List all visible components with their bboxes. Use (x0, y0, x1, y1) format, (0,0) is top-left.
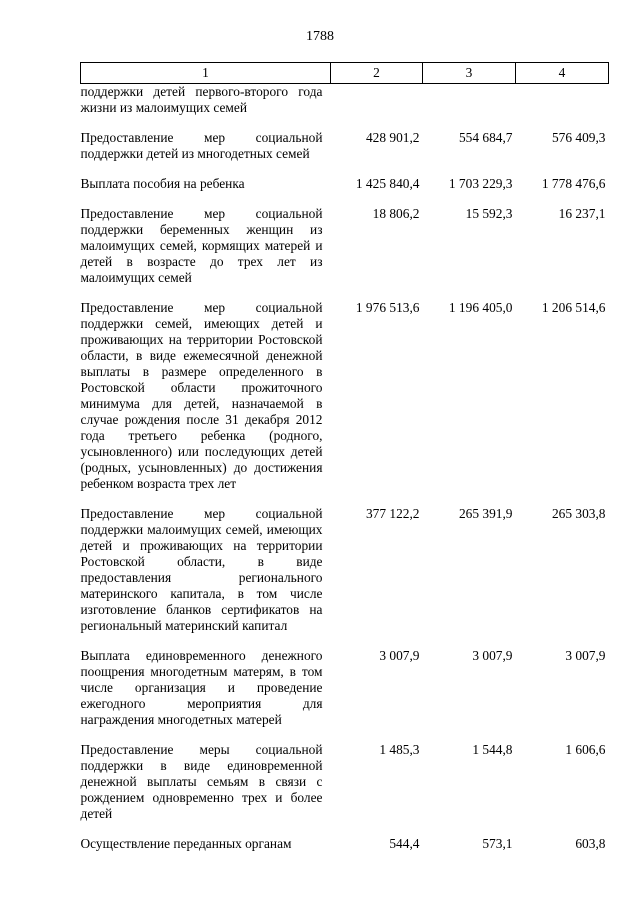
row-value-3: 15 592,3 (465, 206, 513, 221)
row-description: поддержки детей первого-второго года жизни из малоимущих семей (80, 84, 323, 115)
column-header-3: 3 (423, 63, 516, 84)
row-description: Выплата пособия на ребенка (80, 176, 245, 191)
row-description: Предоставление мер социальной поддержки малоимущих семей, имеющих детей и проживающих на территории Ростовской области, в виде предоставления регионального материнского капитала, в том числе изготовление бланков сертификатов на региональный материнский капитал (80, 506, 323, 633)
row-value-2: 1 485,3 (379, 742, 420, 757)
row-value-2: 3 007,9 (379, 648, 420, 663)
header-row (81, 63, 609, 84)
row-description: Предоставление мер социальной поддержки семей, имеющих детей и проживающих на территории Ростовской области, в виде ежемесячной денежной выплаты в размере определенного в Ростовской области прожиточного минимума для детей, назначаемой в случае рождения после 31 декабря 2012 года третьего ребенка (родного, усыновленного) или последующих детей (родных, усыновленных) до достижения ребенком возраста трех лет (80, 300, 323, 491)
row-value-3: 1 544,8 (472, 742, 513, 757)
row-value-2: 377 122,2 (365, 506, 420, 521)
page-number: 1788 (306, 29, 334, 44)
row-value-3: 1 703 229,3 (448, 176, 513, 191)
row-value-4: 3 007,9 (565, 648, 606, 663)
table-row (81, 176, 609, 206)
column-header-4: 4 (516, 63, 609, 84)
budget-table (80, 62, 609, 852)
row-value-4: 1 778 476,6 (541, 176, 606, 191)
table-row (81, 300, 609, 506)
table-row (81, 506, 609, 648)
row-value-3: 265 391,9 (458, 506, 513, 521)
row-description: Осуществление переданных органам (80, 836, 292, 851)
table-body (81, 84, 609, 853)
row-description: Выплата единовременного денежного поощрения многодетным матерям, в том числе организация и проведение ежегодного мероприятия для награждения многодетных матерей (80, 648, 323, 727)
row-value-4: 16 237,1 (558, 206, 606, 221)
row-description: Предоставление мер социальной поддержки детей из многодетных семей (80, 130, 323, 161)
row-description: Предоставление меры социальной поддержки в виде единовременной денежной выплаты семьям в связи с рождением одновременно трех и более детей (80, 742, 323, 821)
row-value-4: 1 606,6 (565, 742, 606, 757)
table-row (81, 836, 609, 852)
row-value-2: 1 976 513,6 (355, 300, 420, 315)
row-value-2: 1 425 840,4 (355, 176, 420, 191)
row-value-3: 3 007,9 (472, 648, 513, 663)
table-row (81, 84, 609, 131)
table-row (81, 648, 609, 742)
table-row (81, 742, 609, 836)
row-value-4: 1 206 514,6 (541, 300, 606, 315)
row-value-3: 1 196 405,0 (448, 300, 513, 315)
row-value-2 (331, 84, 423, 131)
row-value-3: 554 684,7 (458, 130, 513, 145)
row-description: Предоставление мер социальной поддержки беременных женщин из малоимущих семей, кормящих матерей и детей в возрасте до трех лет из малоимущих семей (80, 206, 323, 285)
table-row (81, 206, 609, 300)
row-value-2: 544,4 (389, 836, 420, 851)
table-header (81, 63, 609, 84)
row-value-3 (423, 84, 516, 131)
row-value-4: 603,8 (575, 836, 606, 851)
column-header-2: 2 (331, 63, 423, 84)
column-header-1: 1 (81, 63, 331, 84)
row-value-4: 265 303,8 (551, 506, 606, 521)
row-value-2: 428 901,2 (365, 130, 420, 145)
row-value-4 (516, 84, 609, 131)
row-value-2: 18 806,2 (372, 206, 420, 221)
table-row (81, 130, 609, 176)
row-value-3: 573,1 (482, 836, 513, 851)
row-value-4: 576 409,3 (551, 130, 606, 145)
